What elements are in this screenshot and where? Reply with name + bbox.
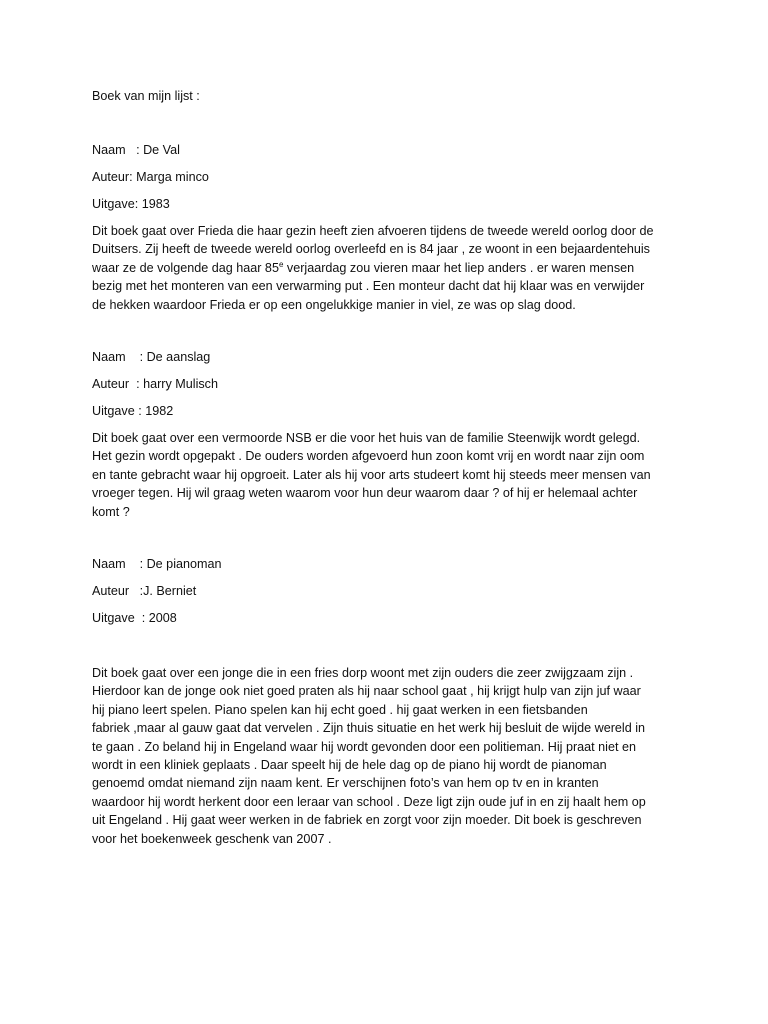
book-1-summary-line: de hekken waardoor Frieda er op een ongelukkige manier in viel, ze was op slag dood. — [92, 297, 576, 312]
book-3-edition: Uitgave : 2008 — [92, 611, 177, 625]
book-1-summary-line: Dit boek gaat over Frieda die haar gezin heeft zien afvoeren tijdens de tweede wereld oorlog door de — [92, 224, 654, 238]
book-2-summary-line: vroeger tegen. Hij wil graag weten waarom voor hun deur waarom daar ? of hij er helemaal achter — [92, 486, 638, 501]
superscript: e — [278, 259, 284, 269]
book-3-summary-line: Dit boek gaat over een jonge die in een fries dorp woont met zijn ouders die zeer zwijgzaam zijn . — [92, 666, 634, 680]
book-3-summary — [92, 664, 692, 848]
book-1-name: Naam : De Val — [92, 143, 180, 157]
book-3-summary-line: Hierdoor kan de jonge ook niet goed praten als hij naar school gaat , hij krijgt hulp van zijn juf waar — [92, 684, 641, 699]
book-3-summary-line: wordt in een kliniek geplaats . Daar speelt hij de hele dag op de piano hij wordt de pianoman — [92, 757, 607, 772]
book-3-summary-line: voor het boekenweek geschenk van 2007 . — [92, 831, 332, 846]
book-3-name: Naam : De pianoman — [92, 557, 222, 571]
book-2-summary-line: en tante gebracht waar hij opgroeit. Later als hij voor arts studeert komt hij steeds meer mensen van — [92, 467, 651, 482]
book-3-summary-line: waardoor hij wordt herkent door een leraar van school . Deze ligt zijn oude juf in en zij haalt hem op — [92, 794, 646, 809]
book-2-summary-line: Dit boek gaat over een vermoorde NSB er die voor het huis van de familie Steenwijk wordt gelegd. — [92, 431, 641, 445]
book-1-summary-line: Duitsers. Zij heeft de tweede wereld oorlog overleefd en is 84 jaar , ze woont in een bejaardentehuis — [92, 242, 650, 257]
book-2-author: Auteur : harry Mulisch — [92, 377, 218, 391]
book-1-author: Auteur: Marga minco — [92, 170, 209, 184]
book-3-summary-line: hij piano leert spelen. Piano spelen kan hij echt goed . hij gaat werken in een fietsbanden — [92, 702, 588, 717]
page-heading: Boek van mijn lijst : — [92, 89, 200, 103]
book-2-edition: Uitgave : 1982 — [92, 404, 174, 418]
book-3-summary-line: te gaan . Zo beland hij in Engeland waar hij wordt gevonden door een politieman. Hij praat niet en — [92, 739, 636, 754]
book-3-summary-line: uit Engeland . Hij gaat weer werken in de fabriek en zorgt voor zijn moeder. Dit boek is geschreven — [92, 813, 642, 828]
book-2-summary — [92, 429, 692, 521]
book-3-summary-line: genoemd omdat niemand zijn naam kent. Er verschijnen foto’s van hem op tv en in kranten — [92, 776, 599, 791]
summary-text: waar ze de volgende dag haar 85 — [92, 260, 279, 275]
summary-text: verjaardag zou vieren maar het liep anders . er waren mensen — [283, 260, 635, 275]
book-1-edition: Uitgave: 1983 — [92, 197, 170, 211]
book-1-summary-line: bezig met het monteren van een verwarming put . Een monteur dacht dat hij klaar was en verwijder — [92, 279, 645, 294]
book-2-summary-line: Het gezin wordt opgepakt . De ouders worden afgevoerd hun zoon komt vrij en wordt naar zijn oom — [92, 449, 645, 464]
book-2-name: Naam : De aanslag — [92, 350, 211, 364]
book-1-summary — [92, 222, 692, 314]
book-3-author: Auteur :J. Berniet — [92, 584, 197, 598]
book-1-summary-line — [92, 259, 692, 277]
book-3-summary-line: fabriek ,maar al gauw gaat dat vervelen . Zijn thuis situatie en het werk hij besluit de wijde wereld in — [92, 721, 646, 736]
book-2-summary-line: komt ? — [92, 504, 130, 519]
